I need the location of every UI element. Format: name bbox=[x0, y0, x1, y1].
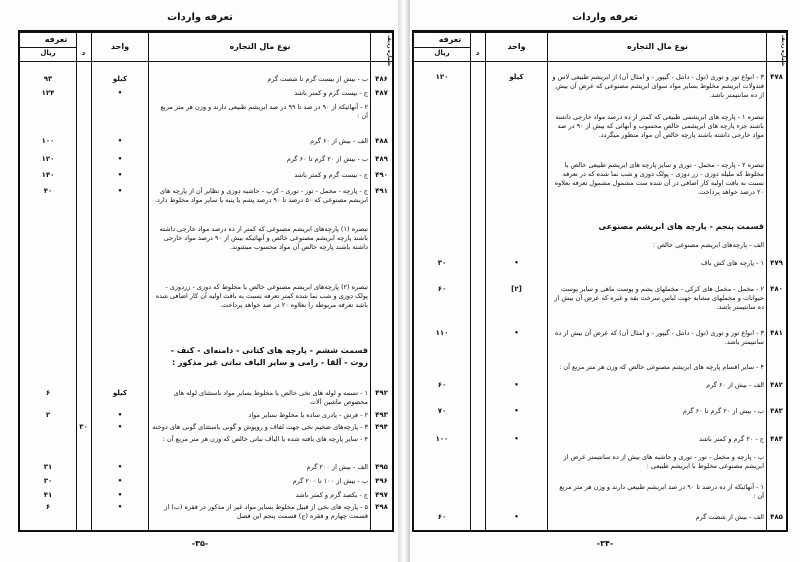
row-number: ۴۷۸ bbox=[770, 73, 783, 81]
row-description: ۴ - سایر پارچه های بافته شده با الیاف نباتی خالص که وزن هر متر مربع آن : bbox=[162, 435, 368, 443]
row-description: ۳ - انواع تور و توری (تول - دانتل - گیپور - و امثال آن) که عرض آن بیش از ده سانتیمتر باشد. bbox=[554, 329, 764, 346]
header-unit: واحد bbox=[110, 42, 130, 51]
row-tariff-rial: ۱۴۰ bbox=[41, 171, 55, 179]
row-tariff-rial: ۳۱ bbox=[43, 463, 53, 471]
row-description: قسمت پنجم - پارچه های ابریشم مصنوعی bbox=[598, 222, 764, 231]
row-description: ب - پارچه و مخمل - تور - توری و حاشیه های بیش از ده سانتیمتر عرض از ابریشم مصنوعی مخلوط با ابریشم طبیعی : bbox=[563, 453, 764, 470]
row-tariff-rial: ۴۱ bbox=[43, 491, 53, 499]
row-unit: کیلو bbox=[112, 389, 128, 397]
tariff-table bbox=[412, 30, 788, 532]
row-unit: • bbox=[514, 381, 519, 389]
row-number: ۴۸۸ bbox=[375, 137, 388, 145]
row-number: ۴۸۵ bbox=[770, 513, 783, 521]
row-tariff-rial: ۱۲۴ bbox=[41, 89, 55, 97]
row-unit: • bbox=[117, 503, 123, 511]
row-description: ۳ - پارچه‌های ضخیم نخی جهت لفاف و روپوش و گونی باستثنای گونی های دوخته bbox=[152, 423, 368, 431]
row-tariff-rial: ۳۰ bbox=[43, 477, 53, 485]
page-number: -۳۴- bbox=[596, 539, 614, 548]
row-tariff-rial: ۶۰ bbox=[437, 513, 447, 521]
row-number: ۴۹۱ bbox=[375, 187, 388, 195]
tariff-table bbox=[18, 30, 394, 532]
row-description: ب - بیش از ۲۰ گرم تا ۶۰ گرم bbox=[682, 407, 764, 415]
header-description: نوع مال التجاره bbox=[626, 42, 689, 51]
row-number: ۴۹۷ bbox=[375, 491, 388, 499]
row-number: ۴۹۳ bbox=[375, 411, 388, 419]
row-unit: • bbox=[117, 477, 123, 485]
row-unit: • bbox=[514, 513, 519, 521]
row-description: ۵ - پارچه های نخی از قبیل مخلوط بسایر مواد غیر از مذکور در فقره (ب) از قسمت چهارم و فقره (ج) قسمت پنجم این فصل bbox=[164, 503, 368, 520]
row-unit: کیلو bbox=[509, 73, 524, 81]
row-tariff-rial: ۱۰۰ bbox=[435, 435, 449, 443]
row-unit: • bbox=[117, 137, 123, 145]
row-description: تبصره (۲) پارچه‌های ابریشم مصنوعی خالص یا مخلوط که دوزی - زردوزی - پولک دوزی و شب نما شده کمتر تعرفه نسبت به بافت اولیه آن کار اضافی شده باشد تعرفه مربوطه را بعلاوه ۲۰ در صد خواهد پرداخت. bbox=[155, 283, 368, 309]
row-description: ۱ - پارچه های کش باف bbox=[700, 259, 764, 267]
row-description: ب - بیش از ۱۰۰ تا ۲۰۰ گرم bbox=[292, 477, 368, 485]
header-row-number: شماره ردیف bbox=[386, 35, 392, 66]
row-description: ج - بیست گرم و کمتر باشد bbox=[294, 89, 368, 97]
row-unit: • bbox=[514, 259, 519, 267]
header-tariff: تعرفه bbox=[44, 35, 68, 44]
row-number: ۴۷۹ bbox=[770, 259, 783, 267]
row-number: ۴۸۹ bbox=[375, 155, 388, 163]
row-tariff-rial: ۲ bbox=[45, 411, 51, 419]
header-d: د bbox=[81, 49, 86, 57]
row-number: ۴۹۸ bbox=[375, 503, 388, 511]
row-unit: • bbox=[514, 329, 519, 337]
row-unit: • bbox=[117, 423, 123, 431]
header-d: د bbox=[475, 49, 480, 57]
row-description: ۳ - انواع تور و توری (تول - دانتل - گیپور - و امثال آن) از ابریشم طبیعی لاس و فندولات ابریشم مخلوط بسایر مواد سوای ابریشم مصنوعی که عرض آن بیش از ده سانتیمتر باشد. bbox=[552, 73, 764, 99]
row-description: ۲ - مخمل - مخمل های کرکی - مخملهای پشم و پوست ماهی و سایر پوست حیوانات و مخملهای مشابه جهت لباس سرخت بقه و غیره که عرض آن بیش از ده سانتیمتر باشد. bbox=[554, 285, 764, 311]
header-row-number: شماره ردیف bbox=[780, 35, 786, 66]
row-description: ۲ - فرش - پادری ساده یا مخلوط بسایر مواد bbox=[248, 411, 368, 419]
row-description: تبصره ۲ - پارچه - مخمل - توری و سایر پارچه های ابریشم طبیعی خالص یا مخلوط که ملیله دوزی - زر دوزی - پولک دوزی و شب نما شده که در تعرفه نسبت به بافت اولیه کار اضافی در آن شده ست مشمول مشمول تعرفه بعلاوه ۲۰ درصد خواهد پرداخت. bbox=[554, 161, 764, 196]
header-tariff: تعرفه bbox=[438, 35, 462, 44]
row-tariff-rial: ۷۰ bbox=[437, 407, 447, 415]
row-tariff-rial: ۶ bbox=[45, 503, 51, 511]
row-description: الف - بیش از ۶۰ گرم bbox=[706, 381, 764, 389]
row-unit: • bbox=[117, 171, 123, 179]
row-unit: • bbox=[117, 491, 123, 499]
row-description: تبصره ۱ - پارچه های ابریشمی طبیعی که کمتر از ده درصد مواد خارجی داشته باشند جزء پارچه های ابریشمی خالص محسوب و آنهائی که بیش از ۹۰ در صد مواد خارجی داشته باشند پارچه خالص آن مواد منظور میگردد. bbox=[555, 113, 764, 139]
row-description: ۱ - آنهائیکه از ده درصد تا ۹۰ در صد ابریشم طبیعی دارند و وزن هر متر مربع آن : bbox=[559, 483, 764, 500]
header-unit: واحد bbox=[507, 42, 526, 51]
row-number: ۴۹۴ bbox=[375, 423, 388, 431]
row-unit: • bbox=[514, 407, 519, 415]
row-unit: • bbox=[117, 411, 123, 419]
row-unit: • bbox=[117, 89, 123, 97]
row-number: ۴۸۲ bbox=[770, 381, 783, 389]
row-number: ۴۹۵ bbox=[375, 463, 388, 471]
row-description: ۲ - آنهائیکه از ۹۰ در صد تا ۹۹ در صد ابریشم طبیعی دارند و وزن هر متر مربع آن : bbox=[160, 103, 368, 120]
row-unit: • bbox=[117, 155, 123, 163]
row-number: ۴۸۳ bbox=[770, 407, 783, 415]
row-description: ج - یکصد گرم و کمتر باشد bbox=[295, 491, 368, 499]
page-title: تعرفه واردات bbox=[167, 12, 233, 23]
row-tariff-rial: ۴۰ bbox=[43, 187, 53, 195]
row-number: ۴۹۶ bbox=[375, 477, 388, 485]
row-description: ب - بیش از ۲۰ گرم تا ۶۰ گرم bbox=[286, 155, 368, 163]
row-tariff-rial: ۹۳ bbox=[43, 75, 53, 83]
row-description: الف - بیش از ۶۰ گرم bbox=[310, 137, 368, 145]
row-number: ۴۹۲ bbox=[375, 389, 388, 397]
row-number: ۴۸۰ bbox=[770, 285, 783, 293]
row-unit: کیلو bbox=[112, 75, 128, 83]
page-title: تعرفه واردات bbox=[572, 12, 638, 23]
header-rial: ریال bbox=[434, 49, 450, 57]
row-description: الف - پارچه‌های ابریشم مصنوعی خالص : bbox=[652, 241, 764, 249]
row-number: ۴۹۰ bbox=[375, 171, 388, 179]
row-tariff-d: ۳۰ bbox=[79, 423, 88, 431]
row-number: ۴۸۶ bbox=[375, 75, 388, 83]
row-description: قسمت ششم - پارچه های کتانی - دامنه‌ای - کنف - زوت - آلقا - رامی و سایر الیاف نباتی غیر مذکور : bbox=[170, 346, 368, 367]
row-tariff-rial: ۱۱۰ bbox=[435, 329, 449, 337]
row-tariff-rial: ۳۰ bbox=[437, 259, 447, 267]
row-description: الف - بیش از ۲۰۰ گرم bbox=[306, 463, 368, 471]
row-description: ج - پارچه - مخمل - تور - توری - کرپ - حاشیه دوزی و نظایر آن از پارچه های ابریشم مصنوعی که ۵۰ درصد تا ۹۰ درصد پشم یا پنبه یا سایر مواد مخلوط دارد. bbox=[154, 187, 368, 204]
row-number: ۴۸۱ bbox=[770, 329, 783, 337]
row-tariff-rial: ۶ bbox=[45, 389, 51, 397]
row-unit: • bbox=[117, 463, 123, 471]
row-description: ۴ - سایر اقسام پارچه های ابریشم مصنوعی خالص که وزن هر متر مربع آن : bbox=[559, 363, 764, 371]
row-tariff-rial: ۱۲۰ bbox=[435, 73, 449, 81]
row-description: الف - بیش از شصت گرم bbox=[695, 513, 764, 521]
header-rial: ریال bbox=[40, 49, 56, 57]
page-number: -۳۵- bbox=[191, 539, 209, 548]
row-description: ج - بیست گرم و کمتر باشد bbox=[294, 171, 368, 179]
row-unit: [۲] bbox=[511, 285, 522, 293]
row-unit: • bbox=[514, 435, 519, 443]
row-tariff-rial: ۶۰ bbox=[437, 285, 447, 293]
row-description: ۱ - تسمه و لوله های نخی خالص یا مخلوط بسایر مواد باستثنای لوله های مخصوص ماشین آلات bbox=[173, 389, 368, 406]
row-tariff-rial: ۱۲۰ bbox=[41, 155, 55, 163]
row-description: ج - ۲۰ گرم و کمتر باشد bbox=[699, 435, 764, 443]
right-page bbox=[410, 0, 800, 562]
row-description: تبصره (۱) پارچه‌های ابریشم مصنوعی که کمتر از ده درصد مواد خارجی داشته باشند پارچه ابریشم مصنوعی خالص و آنهائیکه بیش از ۹۰ درصد مواد خارجی داشته باشند پارچه خالص آن مواد محسوب میشوند. bbox=[159, 225, 368, 251]
row-number: ۴۸۷ bbox=[375, 89, 388, 97]
row-description: ب - بیش از بیست گرم تا شصت گرم bbox=[267, 75, 368, 83]
row-tariff-rial: ۱۰۰ bbox=[41, 137, 55, 145]
row-unit: • bbox=[117, 187, 123, 195]
header-description: نوع مال التجاره bbox=[229, 42, 291, 51]
row-tariff-rial: ۶۰ bbox=[437, 381, 447, 389]
row-number: ۴۸۴ bbox=[770, 435, 783, 443]
